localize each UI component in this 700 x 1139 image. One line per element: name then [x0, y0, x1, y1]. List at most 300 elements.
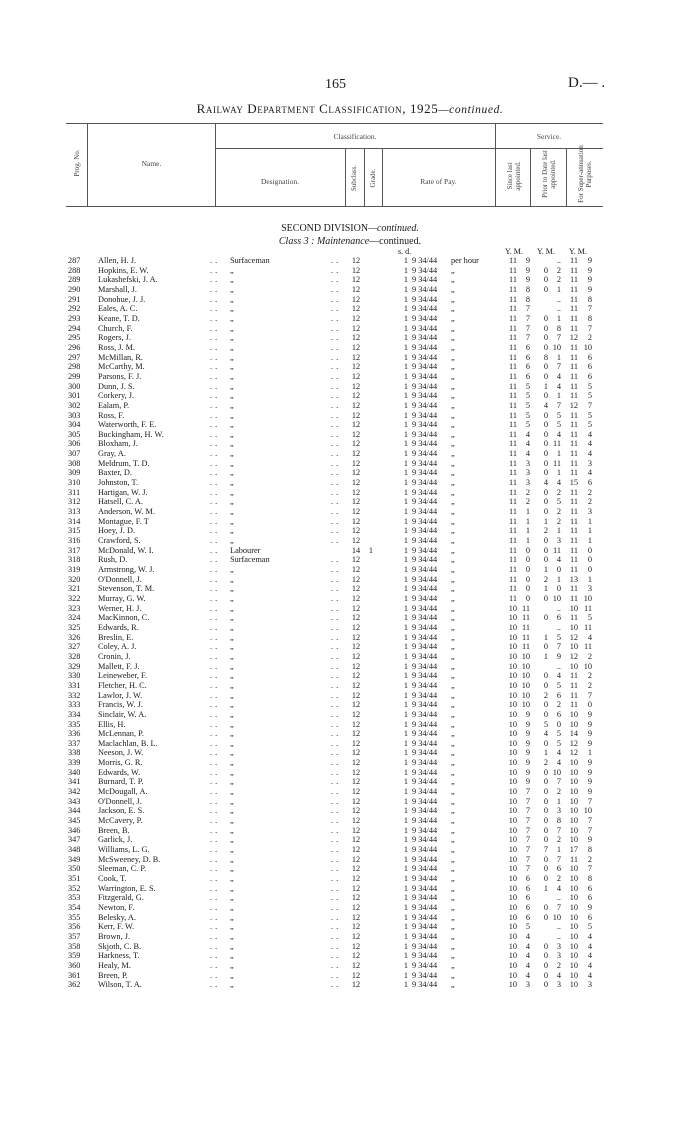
- table-row: [0, 845, 700, 855]
- row-leader-dots: ..: [331, 738, 342, 748]
- row-rate-pence: 9 34/44: [412, 632, 438, 642]
- row-prior-months: 2: [556, 700, 561, 710]
- row-prior-months: 7: [556, 902, 561, 912]
- row-since-years: 11: [509, 458, 517, 468]
- row-rate-per: „: [451, 400, 455, 410]
- row-since-months: 5: [525, 420, 530, 430]
- row-leader-dots: ..: [331, 362, 342, 372]
- row-prior-months: 10: [552, 593, 561, 603]
- row-prior-months: 2: [556, 874, 561, 883]
- row-super-months: 4: [587, 970, 592, 980]
- row-rate-shillings: 1: [403, 420, 408, 430]
- row-leader-dots: ..: [331, 342, 342, 352]
- row-prior-months: 2: [556, 835, 561, 845]
- row-subclass: 12: [351, 478, 361, 488]
- row-rate-per: „: [451, 816, 455, 826]
- row-prior-years: 0: [543, 487, 548, 497]
- row-super-years: 12: [569, 651, 578, 661]
- row-leader-dots: ..: [210, 758, 221, 768]
- row-rate-per: „: [451, 516, 455, 526]
- row-prior-years: 8: [543, 352, 548, 362]
- row-rate-per: „: [451, 439, 455, 449]
- row-super-years: 11: [570, 284, 578, 294]
- row-rate-per: „: [451, 941, 455, 951]
- row-since-months: 9: [525, 719, 530, 729]
- row-since-months: 9: [525, 256, 530, 265]
- row-prior-years: 4: [543, 729, 548, 739]
- row-name: Stevenson, T. M.: [98, 584, 155, 594]
- row-name: Harkness, T.: [98, 951, 140, 961]
- row-super-years: 10: [569, 864, 578, 874]
- row-leader-dots: ..: [331, 854, 342, 864]
- row-leader-dots: ..: [331, 709, 342, 719]
- row-rate-pence: 9 34/44: [412, 671, 438, 681]
- row-subclass: 12: [351, 825, 361, 835]
- row-prior-years: 1: [543, 516, 548, 526]
- row-designation: „: [230, 352, 234, 362]
- row-since-months: 4: [525, 439, 530, 449]
- row-subclass: 12: [351, 951, 361, 961]
- row-rate-shillings: 1: [403, 439, 408, 449]
- row-super-months: 0: [587, 545, 592, 555]
- row-designation: „: [230, 391, 234, 401]
- row-super-months: 9: [587, 275, 592, 285]
- row-prior-years: 0: [543, 555, 548, 565]
- row-rate-per: „: [451, 487, 455, 497]
- row-rate-per: „: [451, 912, 455, 922]
- row-rate-shillings: 1: [403, 787, 408, 797]
- row-rate-shillings: 1: [403, 825, 408, 835]
- row-rate-shillings: 1: [403, 922, 408, 932]
- row-designation: „: [230, 671, 234, 681]
- row-name: Corkery, J.: [98, 391, 135, 401]
- row-name: Lukashefski, J. A.: [98, 275, 158, 285]
- row-rate-per: „: [451, 777, 455, 787]
- row-super-years: 11: [570, 854, 578, 864]
- row-name: Fletcher, H. C.: [98, 680, 147, 690]
- row-leader-dots: ..: [210, 371, 221, 381]
- row-subclass: 12: [351, 632, 361, 642]
- table-row: [0, 565, 700, 575]
- row-since-months: 0: [525, 565, 530, 574]
- row-subclass: 12: [351, 980, 361, 990]
- row-designation: Labourer: [230, 545, 261, 555]
- row-super-years: 10: [569, 787, 578, 797]
- row-name: Lawlor, J. W.: [98, 690, 143, 700]
- row-rate-shillings: 1: [403, 632, 408, 642]
- row-super-months: 5: [587, 613, 592, 623]
- row-leader-dots: ..: [331, 439, 342, 449]
- row-since-years: 11: [509, 429, 517, 439]
- row-subclass: 12: [351, 536, 361, 546]
- row-leader-dots: ..: [331, 941, 342, 951]
- row-prior-years: 0: [543, 410, 548, 420]
- row-prior-months: 0: [556, 719, 561, 729]
- row-rate-pence: 9 34/44: [412, 536, 438, 546]
- row-super-months: 5: [587, 391, 592, 401]
- row-since-years: 10: [508, 893, 517, 903]
- row-super-months: 4: [587, 951, 592, 961]
- row-subclass: 12: [351, 854, 361, 864]
- row-prior-years: 0: [543, 342, 548, 352]
- row-rate-pence: 9 34/44: [412, 748, 438, 758]
- row-since-months: 5: [525, 391, 530, 401]
- table-row: [0, 700, 700, 710]
- row-since-years: 10: [508, 758, 517, 768]
- row-subclass: 12: [351, 265, 361, 275]
- row-leader-dots: ..: [331, 651, 342, 661]
- table-row: [0, 777, 700, 787]
- row-subclass: 12: [351, 709, 361, 719]
- row-leader-dots: ..: [331, 825, 342, 835]
- row-super-months: 5: [587, 922, 592, 932]
- row-prior-months: ..: [556, 304, 561, 314]
- row-rate-shillings: 1: [403, 478, 408, 488]
- row-prior-months: 3: [556, 941, 561, 951]
- row-number: 333: [68, 700, 81, 710]
- row-number: 291: [68, 294, 81, 304]
- row-leader-dots: ..: [210, 835, 221, 845]
- row-leader-dots: ..: [210, 854, 221, 864]
- row-prior-months: 8: [556, 816, 561, 826]
- row-rate-pence: 9 34/44: [412, 902, 438, 912]
- row-number: 313: [68, 507, 81, 517]
- row-designation: „: [230, 902, 234, 912]
- row-leader-dots: ..: [331, 323, 342, 333]
- row-number: 332: [68, 690, 81, 700]
- row-designation: „: [230, 603, 234, 613]
- row-designation: „: [230, 651, 234, 661]
- row-prior-months: ..: [556, 256, 561, 265]
- row-super-years: 11: [570, 256, 578, 265]
- row-number: 294: [68, 323, 81, 333]
- row-prior-months: 2: [556, 787, 561, 797]
- row-rate-pence: 9 34/44: [412, 883, 438, 893]
- row-number: 323: [68, 603, 81, 613]
- table-row: [0, 642, 700, 652]
- row-prior-months: 3: [556, 536, 561, 546]
- row-rate-shillings: 1: [403, 970, 408, 980]
- row-designation: „: [230, 816, 234, 826]
- row-since-months: 9: [525, 275, 530, 285]
- row-leader-dots: ..: [210, 777, 221, 787]
- row-rate-per: „: [451, 864, 455, 874]
- row-designation: „: [230, 584, 234, 594]
- row-since-years: 11: [509, 410, 517, 420]
- row-designation: „: [230, 700, 234, 710]
- row-super-months: 10: [583, 806, 592, 816]
- table-row: [0, 884, 700, 894]
- row-rate-pence: 9 34/44: [412, 729, 438, 739]
- row-name: Meldrum, T. D.: [98, 458, 150, 468]
- row-rate-pence: 9 34/44: [412, 342, 438, 352]
- row-rate-pence: 9 34/44: [412, 516, 438, 526]
- row-leader-dots: ..: [210, 391, 221, 401]
- row-since-years: 10: [508, 922, 517, 932]
- row-prior-years: 4: [543, 478, 548, 488]
- row-name: Mallett, F. J.: [98, 661, 140, 671]
- row-prior-months: 4: [556, 970, 561, 980]
- row-subclass: 12: [351, 487, 361, 497]
- row-designation: „: [230, 845, 234, 855]
- row-since-years: 10: [508, 902, 517, 912]
- row-number: 300: [68, 381, 81, 391]
- row-prior-months: 5: [556, 680, 561, 690]
- row-prior-years: 0: [543, 709, 548, 719]
- row-rate-pence: 9 34/44: [412, 960, 438, 970]
- row-prior-months: 1: [556, 313, 561, 323]
- row-since-months: 9: [525, 777, 530, 787]
- row-prior-months: 1: [556, 845, 561, 855]
- row-leader-dots: ..: [331, 574, 342, 584]
- row-prior-months: 5: [556, 729, 561, 739]
- row-super-years: 10: [569, 642, 578, 652]
- row-leader-dots: ..: [210, 700, 221, 710]
- row-leader-dots: ..: [331, 275, 342, 285]
- row-leader-dots: ..: [210, 400, 221, 410]
- row-rate-pence: 9 34/44: [412, 796, 438, 806]
- row-super-years: 11: [570, 294, 578, 304]
- row-subclass: 12: [351, 931, 361, 941]
- table-row: [0, 903, 700, 913]
- class-name: Maintenance: [316, 236, 370, 247]
- row-subclass: 12: [351, 391, 361, 401]
- row-since-months: 2: [525, 487, 530, 497]
- row-prior-years: 0: [543, 951, 548, 961]
- row-name: Garlick, J.: [98, 835, 133, 845]
- row-designation: „: [230, 951, 234, 961]
- row-leader-dots: ..: [331, 526, 342, 536]
- table-row: [0, 729, 700, 739]
- row-name: Marshall, J.: [98, 284, 137, 294]
- row-rate-pence: 9 34/44: [412, 565, 438, 574]
- row-super-years: 10: [569, 806, 578, 816]
- row-prior-years: 5: [543, 719, 548, 729]
- row-super-years: 11: [570, 323, 578, 333]
- class-heading: [0, 236, 700, 247]
- table-row: [0, 324, 700, 334]
- row-rate-pence: 9 34/44: [412, 651, 438, 661]
- row-super-months: 9: [587, 777, 592, 787]
- row-name: Parsons, F. J.: [98, 371, 142, 381]
- title-main: Railway Department Classification, 1925: [196, 101, 439, 116]
- row-since-months: 6: [525, 893, 530, 903]
- row-prior-years: 1: [543, 381, 548, 391]
- row-leader-dots: ..: [331, 835, 342, 845]
- row-leader-dots: ..: [331, 719, 342, 729]
- row-leader-dots: ..: [331, 507, 342, 517]
- row-super-years: 11: [570, 342, 578, 352]
- row-super-months: 7: [587, 304, 592, 314]
- row-designation: „: [230, 333, 234, 343]
- col-rate-of-pay: Rate of Pay.: [420, 177, 457, 186]
- row-designation: „: [230, 468, 234, 478]
- row-since-months: 7: [525, 864, 530, 874]
- row-prior-months: 11: [553, 545, 561, 555]
- row-subclass: 12: [351, 902, 361, 912]
- row-designation: „: [230, 796, 234, 806]
- row-number: 314: [68, 516, 81, 526]
- row-leader-dots: ..: [210, 333, 221, 343]
- row-number: 288: [68, 265, 81, 275]
- row-leader-dots: ..: [210, 362, 221, 372]
- row-rate-pence: 9 34/44: [412, 613, 438, 623]
- row-super-years: 10: [569, 767, 578, 777]
- row-subclass: 12: [351, 449, 361, 459]
- row-prior-months: 3: [556, 980, 561, 990]
- row-since-years: 11: [509, 507, 517, 517]
- row-number: 343: [68, 796, 81, 806]
- row-super-months: 11: [584, 642, 592, 652]
- row-subclass: 12: [351, 342, 361, 352]
- row-rate-shillings: 1: [403, 468, 408, 478]
- header-bottom-rule: [66, 206, 603, 207]
- row-rate-pence: 9 34/44: [412, 835, 438, 845]
- row-leader-dots: ..: [210, 922, 221, 932]
- row-number: 349: [68, 854, 81, 864]
- row-rate-per: „: [451, 922, 455, 932]
- row-subclass: 12: [351, 893, 361, 903]
- row-since-months: 9: [525, 748, 530, 758]
- row-designation: „: [230, 874, 234, 883]
- row-rate-per: „: [451, 584, 455, 594]
- row-since-months: 6: [525, 902, 530, 912]
- table-row: [0, 691, 700, 701]
- row-leader-dots: ..: [210, 478, 221, 488]
- row-super-years: 11: [570, 381, 578, 391]
- row-name: Cronin, J.: [98, 651, 131, 661]
- table-row: [0, 893, 700, 903]
- row-since-months: 10: [521, 690, 530, 700]
- row-since-months: 11: [522, 642, 530, 652]
- table-row: [0, 575, 700, 585]
- row-designation: „: [230, 400, 234, 410]
- row-name: Francis, W. J.: [98, 700, 143, 710]
- table-row: [0, 710, 700, 720]
- title-suffix: —continued.: [438, 104, 504, 116]
- row-prior-months: 1: [556, 468, 561, 478]
- table-row: [0, 623, 700, 633]
- row-rate-per: „: [451, 951, 455, 961]
- row-super-years: 11: [570, 555, 578, 565]
- row-leader-dots: ..: [210, 680, 221, 690]
- row-subclass: 12: [351, 719, 361, 729]
- row-prior-months: 7: [556, 400, 561, 410]
- row-since-years: 11: [509, 294, 517, 304]
- row-designation: „: [230, 304, 234, 314]
- row-designation: „: [230, 429, 234, 439]
- row-number: 301: [68, 391, 81, 401]
- row-name: Hoey, J. D.: [98, 526, 136, 536]
- row-rate-per: „: [451, 429, 455, 439]
- row-since-months: 4: [525, 931, 530, 941]
- row-super-months: 4: [587, 960, 592, 970]
- row-leader-dots: ..: [210, 584, 221, 594]
- row-rate-per: „: [451, 613, 455, 623]
- row-number: 293: [68, 313, 81, 323]
- row-leader-dots: ..: [210, 275, 221, 285]
- row-subclass: 12: [351, 516, 361, 526]
- row-since-months: 7: [525, 806, 530, 816]
- row-subclass: 12: [351, 651, 361, 661]
- row-rate-shillings: 1: [403, 680, 408, 690]
- row-leader-dots: ..: [331, 593, 342, 603]
- row-designation: „: [230, 565, 234, 574]
- row-rate-shillings: 1: [403, 555, 408, 565]
- row-name: Kerr, F. W.: [98, 922, 135, 932]
- row-since-years: 10: [508, 931, 517, 941]
- row-leader-dots: ..: [331, 700, 342, 710]
- row-rate-per: „: [451, 883, 455, 893]
- row-leader-dots: ..: [331, 352, 342, 362]
- row-designation: „: [230, 574, 234, 584]
- row-rate-shillings: 1: [403, 845, 408, 855]
- row-rate-pence: 9 34/44: [412, 593, 438, 603]
- row-rate-shillings: 1: [403, 738, 408, 748]
- row-leader-dots: ..: [210, 458, 221, 468]
- row-rate-shillings: 1: [403, 816, 408, 826]
- row-rate-shillings: 1: [403, 333, 408, 343]
- row-designation: „: [230, 294, 234, 304]
- row-rate-shillings: 1: [403, 545, 408, 555]
- table-row: [0, 980, 700, 990]
- row-number: 348: [68, 845, 81, 855]
- row-name: Jackson, E. S.: [98, 806, 145, 816]
- row-since-months: 7: [525, 304, 530, 314]
- row-prior-years: 0: [543, 265, 548, 275]
- row-designation: „: [230, 690, 234, 700]
- row-rate-pence: 9 34/44: [412, 362, 438, 372]
- row-prior-months: 7: [556, 825, 561, 835]
- row-since-months: 7: [525, 323, 530, 333]
- row-since-years: 10: [508, 719, 517, 729]
- row-leader-dots: ..: [210, 864, 221, 874]
- row-subclass: 12: [351, 352, 361, 362]
- row-designation: „: [230, 806, 234, 816]
- row-rate-pence: 9 34/44: [412, 507, 438, 517]
- row-since-years: 11: [509, 478, 517, 488]
- row-rate-pence: 9 34/44: [412, 680, 438, 690]
- row-rate-pence: 9 34/44: [412, 719, 438, 729]
- row-number: 357: [68, 931, 81, 941]
- row-leader-dots: ..: [331, 758, 342, 768]
- header-divider: [566, 148, 567, 206]
- row-rate-shillings: 1: [403, 265, 408, 275]
- row-name: Ross, J. M.: [98, 342, 136, 352]
- row-number: 362: [68, 980, 81, 990]
- row-name: Donohue, J. J.: [98, 294, 146, 304]
- row-leader-dots: ..: [210, 632, 221, 642]
- row-leader-dots: ..: [210, 970, 221, 980]
- row-leader-dots: ..: [331, 874, 342, 883]
- row-since-months: 4: [525, 449, 530, 459]
- row-super-years: 11: [570, 275, 578, 285]
- row-since-years: 11: [509, 536, 517, 546]
- row-leader-dots: ..: [331, 931, 342, 941]
- row-rate-shillings: 1: [403, 835, 408, 845]
- row-number: 356: [68, 922, 81, 932]
- row-super-months: 11: [584, 603, 592, 613]
- row-since-months: 1: [525, 536, 530, 546]
- row-since-years: 10: [508, 680, 517, 690]
- row-leader-dots: ..: [210, 381, 221, 391]
- row-leader-dots: ..: [331, 516, 342, 526]
- table-row: [0, 343, 700, 353]
- row-rate-per: „: [451, 632, 455, 642]
- row-since-months: 9: [525, 758, 530, 768]
- row-rate-per: „: [451, 294, 455, 304]
- row-since-years: 11: [509, 526, 517, 536]
